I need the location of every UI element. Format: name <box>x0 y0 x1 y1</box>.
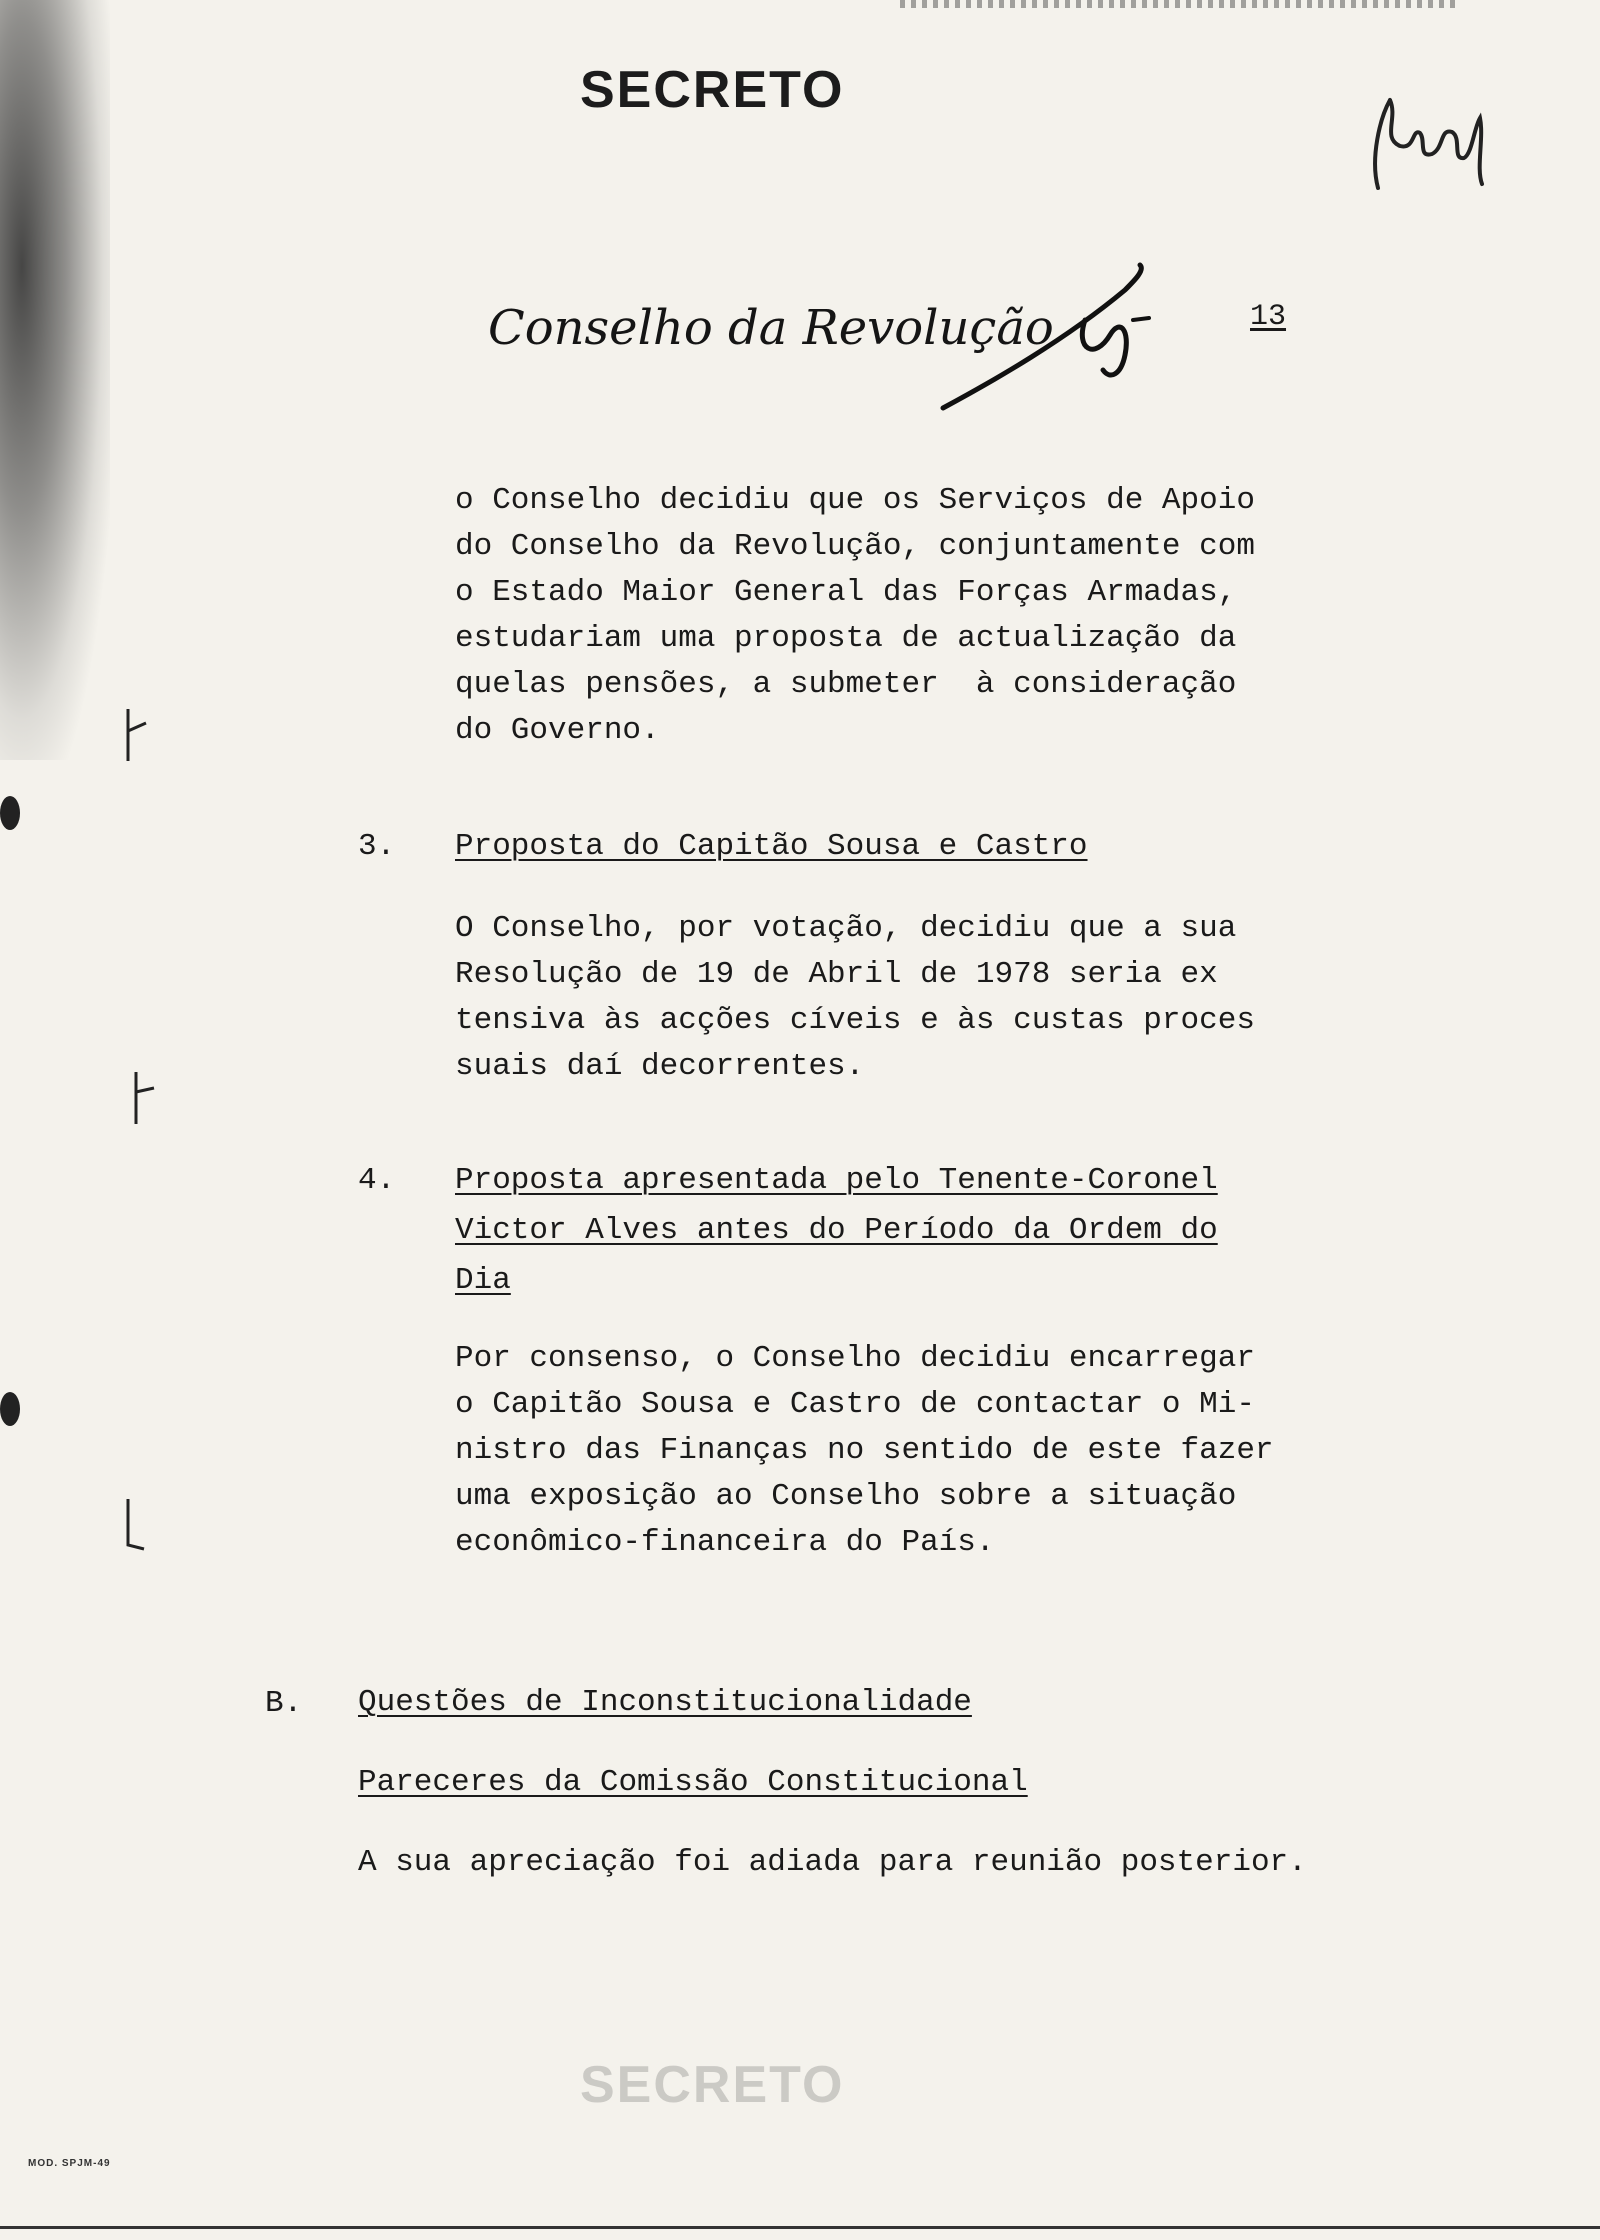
form-code: MOD. SPJM-49 <box>28 2158 111 2169</box>
handwritten-initials <box>1360 88 1490 208</box>
margin-mark <box>128 1068 158 1128</box>
item-heading: Dia <box>455 1263 511 1298</box>
section-paragraph <box>358 1840 1307 1886</box>
paragraph-line: Resolução de 19 de Abril de 1978 seria ex <box>455 957 1218 992</box>
page-number: 13 <box>1250 300 1287 334</box>
paragraph-line: uma exposição ao Conselho sobre a situação <box>455 1479 1237 1514</box>
paragraph-line: o Capitão Sousa e Castro de contactar o Mi- <box>455 1387 1255 1422</box>
paragraph-line: O Conselho, por votação, decidiu que a sua <box>455 911 1237 946</box>
paragraph-line: nistro das Finanças no sentido de este fazer <box>455 1433 1274 1468</box>
paragraph-line: estudariam uma proposta de actualização da <box>455 621 1237 656</box>
scan-top-noise <box>900 0 1460 8</box>
paragraph-line: A sua apreciação foi adiada para reunião posterior. <box>358 1845 1307 1880</box>
paragraph-line: o Conselho decidiu que os Serviços de Apoio <box>455 483 1255 518</box>
scan-blot <box>0 796 20 830</box>
margin-mark <box>120 705 150 765</box>
section-heading: Questões de Inconstitucionalidade <box>358 1685 972 1720</box>
item-number: 4. <box>358 1163 396 1198</box>
section-letter: B. <box>265 1686 303 1721</box>
signature-flourish <box>935 260 1175 415</box>
page-edge-rule <box>0 2226 1600 2229</box>
paragraph-line: econômico-financeira do País. <box>455 1525 995 1560</box>
item-heading: Proposta apresentada pelo Tenente-Coronel <box>455 1163 1218 1198</box>
paragraph-line: do Governo. <box>455 713 660 748</box>
item-heading: Victor Alves antes do Período da Ordem do <box>455 1213 1218 1248</box>
paragraph-line: o Estado Maior General das Forças Armadas, <box>455 575 1237 610</box>
paragraph-line: do Conselho da Revolução, conjuntamente com <box>455 529 1255 564</box>
paragraph-line: tensiva às acções cíveis e às custas proces <box>455 1003 1255 1038</box>
paragraph-line: Por consenso, o Conselho decidiu encarregar <box>455 1341 1255 1376</box>
paragraph-line: suais daí decorrentes. <box>455 1049 865 1084</box>
margin-mark <box>120 1495 150 1555</box>
item-number: 3. <box>358 829 396 864</box>
item-paragraph <box>455 1336 1274 1566</box>
classification-stamp-top: SECRETO <box>580 61 845 119</box>
item-heading: Proposta do Capitão Sousa e Castro <box>455 829 1088 864</box>
scan-blot <box>0 1392 20 1426</box>
letterhead-title: Conselho da Revolução <box>488 300 1054 356</box>
scan-edge-artifact <box>0 0 110 760</box>
item-paragraph <box>455 906 1255 1090</box>
continuation-paragraph <box>455 478 1255 754</box>
paragraph-line: quelas pensões, a submeter à consideração <box>455 667 1237 702</box>
section-subheading: Pareceres da Comissão Constitucional <box>358 1765 1028 1800</box>
classification-stamp-bottom: SECRETO <box>580 2056 845 2114</box>
